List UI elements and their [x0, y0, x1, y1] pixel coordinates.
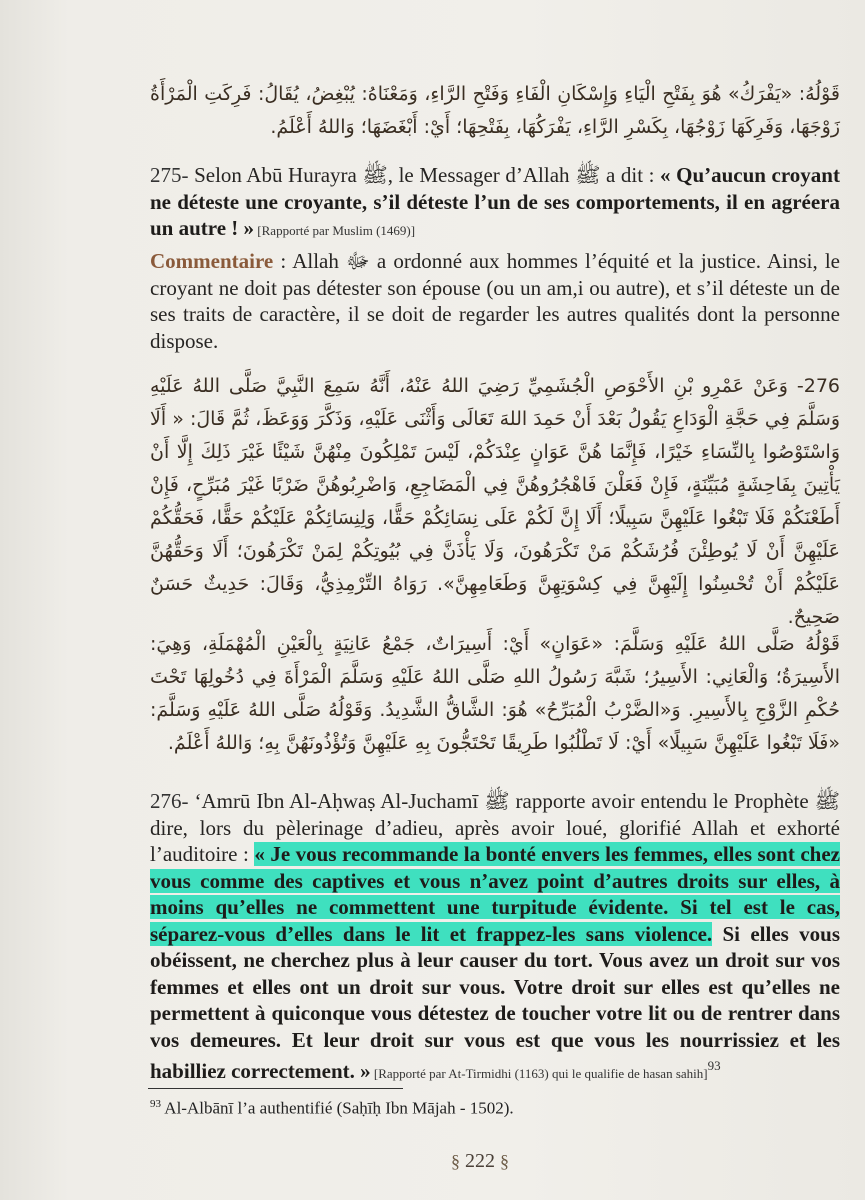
hadith-276-reference: [Rapporté par At-Tirmidhi (1163) qui le qualifie de hasan sahih]	[370, 1066, 708, 1081]
arabic-hadith-276: 276- وَعَنْ عَمْرِو بْنِ الأَحْوَصِ الْجُشَمِيِّ رَضِيَ اللهُ عَنْهُ، أَنَّهُ سَمِعَ النَّبِيَّ صَلَّى اللهُ عَلَيْهِ وَسَلَّمَ فِي حَجَّةِ الْوَدَاعِ يَقُولُ بَعْدَ أَنْ حَمِدَ اللهَ تَعَالَى وَأَثْنَى عَلَيْهِ، وَذَكَّرَ وَوَعَظَ، ثُمَّ قَالَ: « أَلَا وَاسْتَوْصُوا بِالنِّسَاءِ خَيْرًا، فَإِنَّمَا هُنَّ عَوَانٍ عِنْدَكُمْ، لَيْسَ تَمْلِكُونَ مِنْهُنَّ شَيْئًا غَيْرَ ذَلِكَ إِلَّا أَنْ يَأْتِينَ بِفَاحِشَةٍ مُبَيِّنَةٍ، فَإِنْ فَعَلْنَ فَاهْجُرُوهُنَّ فِي الْمَضَاجِعِ، وَاضْرِبُوهُنَّ ضَرْبًا غَيْرَ مُبَرِّحٍ، فَإِنْ أَطَعْنَكُمْ فَلَا تَبْغُوا عَلَيْهِنَّ سَبِيلًا؛ أَلَا إِنَّ لَكُمْ عَلَى نِسَائِكُمْ حَقًّا، وَلِنِسَائِكُمْ عَلَيْكُمْ حَقًّا، فَحَقُّكُمْ عَلَيْهِنَّ أَنْ لَا يُوطِئْنَ فُرُشَكُمْ مَنْ تَكْرَهُونَ، وَلَا يَأْذَنَّ فِي بُيُوتِكُمْ لِمَنْ تَكْرَهُونَ؛ أَلَا وَحَقُّهُنَّ عَلَيْكُمْ أَنْ تُحْسِنُوا إِلَيْهِنَّ فِي كِسْوَتِهِنَّ وَطَعَامِهِنَّ». رَوَاهُ التِّرْمِذِيُّ، وَقَالَ: حَدِيثٌ حَسَنٌ صَحِيحٌ.	[150, 375, 840, 628]
hadith-275-quote: « Qu’aucun croyant ne déteste une croyante, s’il déteste l’un de ses comportements, il en agréera un autre ! »	[150, 163, 840, 240]
footnote	[150, 1098, 840, 1119]
hadith-276-highlighted-quote: « Je vous recommande la bonté envers les femmes, elles sont chez vous comme des captives et vous n’avez point d’autres droits sur elles, à moins qu’elles ne commettent une turpitude évidente. Si tel est le cas, séparez-vous d’elles dans le lit et frappez-les sans violence.	[150, 842, 840, 946]
page-number-block	[420, 1150, 540, 1173]
hadith-276-quote-rest: Si elles vous obéissent, ne cherchez plus à leur causer du tort. Vous avez un droit sur vos femmes et elles ont un droit sur vous. Votre droit sur elles est qu’elles ne permettent à quiconque vous détestez de toucher votre lit ou de rentrer dans vos demeures. Et leur droit sur vous est que vous les nourrissiez et les habilliez correctement. »	[150, 921, 840, 1083]
commentaire-label: Commentaire	[150, 249, 274, 273]
ornament-right-icon: §	[500, 1151, 509, 1171]
arabic-top-paragraph: قَوْلُهُ: «يَفْرَكُ» هُوَ بِفَتْحِ الْيَاءِ وَإِسْكَانِ الْفَاءِ وَفَتْحِ الرَّاءِ، وَمَعْنَاهُ: يُبْغِضُ، يُقَالُ: فَرِكَتِ الْمَرْأَةُ زَوْجَهَا، وَفَرِكَهَا زَوْجُهَا، بِكَسْرِ الرَّاءِ، يَفْرَكُهَا، بِفَتْحِهَا؛ أَيْ: أَبْغَضَهَا؛ وَاللهُ أَعْلَمُ.	[150, 83, 840, 138]
hadith-275-reference: [Rapporté par Muslim (1469)]	[254, 223, 416, 238]
arabic-commentary: قَوْلُهُ صَلَّى اللهُ عَلَيْهِ وَسَلَّمَ: «عَوَانٍ» أَيْ: أَسِيرَاتٌ، جَمْعُ عَانِيَةٍ بِالْعَيْنِ الْمُهْمَلَةِ، وَهِيَ: الأَسِيرَةُ؛ وَالْعَانِي: الأَسِيرُ؛ شَبَّهَ رَسُولُ اللهِ صَلَّى اللهُ عَلَيْهِ وَسَلَّمَ الْمَرْأَةَ فِي دُخُولِهَا تَحْتَ حُكْمِ الزَّوْجِ بِالأَسِيرِ. وَ«الضَّرْبُ الْمُبَرِّحُ» هُوَ: الشَّاقُّ الشَّدِيدُ. وَقَوْلُهُ صَلَّى اللهُ عَلَيْهِ وَسَلَّمَ: «فَلَا تَبْغُوا عَلَيْهِنَّ سَبِيلًا» أَيْ: لَا تَطْلُبُوا طَرِيقًا تَحْتَجُّونَ بِهِ عَلَيْهِنَّ وَتُؤْذُونَهُنَّ بِهِ؛ وَاللهُ أَعْلَمُ.	[150, 633, 840, 754]
commentaire-paragraph	[150, 248, 840, 354]
hadith-275-number: 275-	[150, 163, 189, 187]
hadith-276-intro: ‘Amrū Ibn Al-Aḥwaṣ Al-Juchamī ﷺ rapporte avoir entendu le Prophète ﷺ dire, lors du pèlerinage d’adieu, après avoir loué, glorifié Allah et exhorté l’auditoire :	[150, 789, 840, 866]
page-number: 222	[465, 1150, 495, 1172]
footnote-number: 93	[150, 1098, 161, 1110]
hadith-275	[150, 162, 840, 245]
footnote-text: Al-Albānī l’a authentifié (Saḥīḥ Ibn Mājah - 1502).	[161, 1098, 514, 1118]
hadith-275-intro: Selon Abū Hurayra ﷺ, le Messager d’Allah ﷺ a dit :	[188, 163, 661, 187]
commentaire-text: : Allah ﷻ a ordonné aux hommes l’équité et la justice. Ainsi, le croyant ne doit pas détester son épouse (ou un am,i ou autre), et s’il déteste un de ses traits de caractère, il se doit de regarder les autres qualités dont la personne dispose.	[150, 249, 840, 353]
footnote-divider	[148, 1088, 403, 1089]
footnote-marker: 93	[707, 1058, 721, 1073]
ornament-left-icon: §	[451, 1151, 460, 1171]
hadith-276-number: 276-	[150, 789, 189, 813]
hadith-276	[150, 788, 840, 1088]
